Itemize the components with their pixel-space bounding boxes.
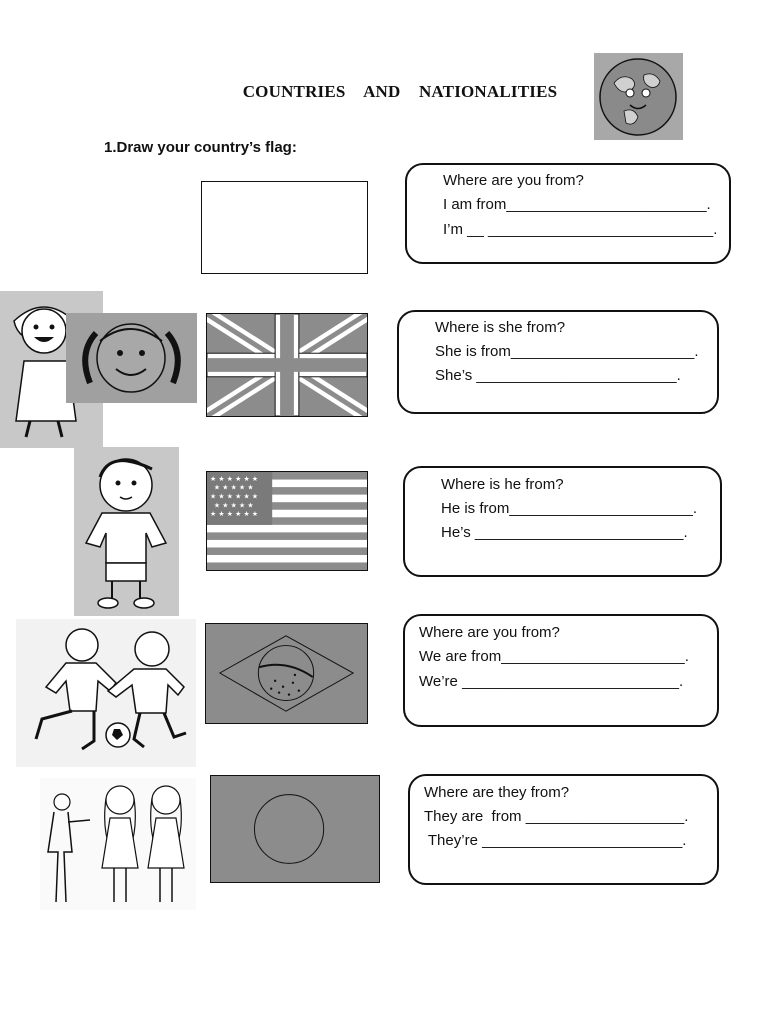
svg-text:★ ★ ★ ★ ★ ★: ★ ★ ★ ★ ★ ★ bbox=[209, 492, 259, 501]
question-4: Where are you from? bbox=[419, 624, 560, 641]
question-2: Where is she from? bbox=[435, 319, 566, 336]
answer-line-1b[interactable]: I’m __ ___________________________. bbox=[443, 221, 718, 238]
question-1: Where are you from? bbox=[443, 172, 584, 189]
svg-text:★ ★ ★ ★ ★ ★: ★ ★ ★ ★ ★ ★ bbox=[209, 474, 259, 483]
brazil-flag bbox=[205, 623, 368, 724]
japan-flag bbox=[210, 775, 380, 883]
answer-line-5a[interactable]: They are from ___________________. bbox=[424, 808, 689, 825]
answer-line-3a[interactable]: He is from______________________. bbox=[441, 500, 698, 517]
blank-flag[interactable] bbox=[201, 181, 368, 274]
answer-line-5b[interactable]: They’re ________________________. bbox=[424, 832, 687, 849]
page-title: COUNTRIES AND NATIONALITIES bbox=[242, 82, 558, 101]
svg-text:★ ★ ★ ★ ★: ★ ★ ★ ★ ★ bbox=[213, 483, 254, 492]
answer-line-4b[interactable]: We’re __________________________. bbox=[419, 673, 684, 690]
football-boys-picture bbox=[16, 619, 196, 767]
usa-flag bbox=[206, 471, 368, 571]
globe-picture bbox=[594, 53, 683, 140]
svg-text:★ ★ ★ ★ ★: ★ ★ ★ ★ ★ bbox=[213, 501, 254, 510]
question-3: Where is he from? bbox=[441, 476, 564, 493]
answer-line-3b[interactable]: He’s _________________________. bbox=[441, 524, 688, 541]
uk-flag bbox=[206, 313, 368, 417]
answer-line-2b[interactable]: She’s ________________________. bbox=[435, 367, 681, 384]
answer-line-1a[interactable]: I am from________________________. bbox=[443, 196, 711, 213]
pigtails-girl-picture bbox=[66, 313, 197, 403]
boy-picture bbox=[74, 447, 179, 616]
question-5: Where are they from? bbox=[424, 784, 570, 801]
answer-line-4a[interactable]: We are from______________________. bbox=[419, 648, 689, 665]
svg-text:★ ★ ★ ★ ★ ★: ★ ★ ★ ★ ★ ★ bbox=[209, 510, 259, 519]
answer-line-2a[interactable]: She is from______________________. bbox=[435, 343, 699, 360]
people-group-picture bbox=[40, 778, 196, 910]
instruction-draw-flag: 1.Draw your country’s flag: bbox=[104, 139, 297, 156]
